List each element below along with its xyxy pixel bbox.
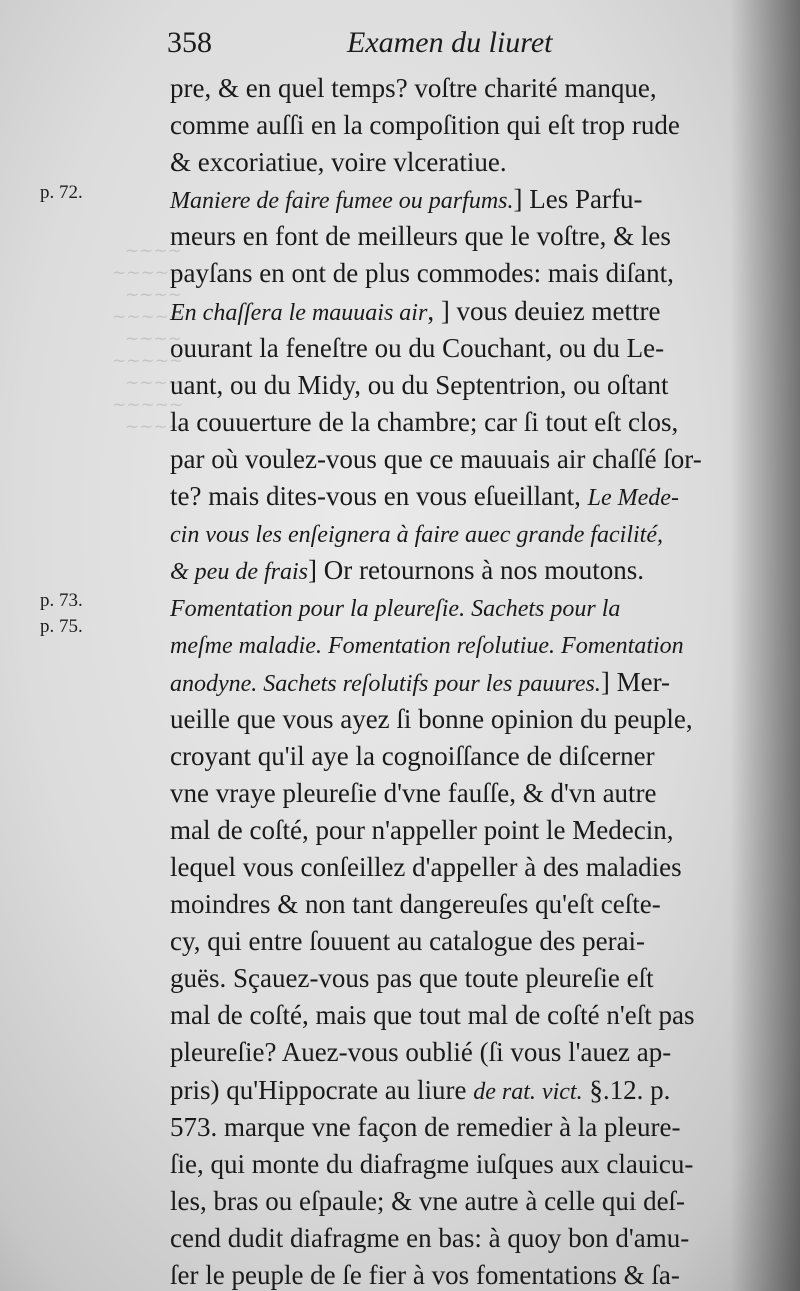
text-line <box>170 515 760 552</box>
text-segment: cy, qui entre ſouuent au catalogue des perai- <box>170 926 646 957</box>
bleed-through-text: ~~~~ ~~~~~ ~~~~ ~~~~~ ~~~~ ~~~~~ ~~~~ ~~~~~ ~~~~ <box>112 241 184 437</box>
text-segment: cend dudit diafragme en bas: à quoy bon d'amu- <box>170 1222 690 1253</box>
italic-text: & peu de frais <box>170 559 308 586</box>
running-header <box>167 26 607 66</box>
text-line <box>170 923 760 960</box>
margin-note: p. 73. <box>40 590 83 611</box>
text-segment: pris) qu'Hippocrate au liure <box>170 1074 474 1105</box>
text-line <box>170 738 760 775</box>
page-number: 358 <box>167 26 212 59</box>
text-segment: ouurant la feneſtre ou du Couchant, ou du Le- <box>170 332 665 363</box>
italic-text: Maniere de faire fumee ou parfums. <box>170 188 514 215</box>
text-segment: 573. marque vne façon de remedier à la pleure- <box>170 1111 681 1142</box>
text-segment: ſer le peuple de ſe fier à vos fomentations & ſa- <box>170 1260 680 1290</box>
text-segment: guës. Sçauez-vous pas que toute pleureſie eſt <box>170 963 654 994</box>
text-line <box>170 552 760 589</box>
text-segment: ] Mer- <box>600 666 671 697</box>
text-line <box>170 367 760 404</box>
text-line <box>170 997 760 1034</box>
text-line <box>170 293 760 330</box>
body-text <box>170 70 760 1291</box>
text-line <box>170 181 760 218</box>
margin-note: p. 75. <box>40 616 83 637</box>
text-line <box>170 886 760 923</box>
italic-text: anodyne. Sachets reſolutifs pour les pauures. <box>170 670 601 697</box>
italic-text: En chaſſera le mauuais air <box>170 299 428 326</box>
text-segment: , ] vous deuiez mettre <box>427 295 661 326</box>
text-line <box>170 1034 760 1071</box>
text-line <box>170 70 760 107</box>
text-segment: §.12. p. <box>582 1074 671 1105</box>
text-segment: mal de coſté, mais que tout mal de coſté n'eſt pas <box>170 1000 695 1031</box>
text-segment: payſans en ont de plus commodes: mais diſant, <box>170 258 674 289</box>
text-segment: ] Les Parfu- <box>513 184 643 215</box>
text-line <box>170 218 760 255</box>
text-line <box>170 701 760 738</box>
text-segment: te? mais dites-vous en vous eſueillant, <box>170 481 588 512</box>
text-segment: la couuerture de la chambre; car ſi tout eſt clos, <box>170 406 679 437</box>
text-line <box>170 478 760 515</box>
text-line <box>170 1257 760 1291</box>
text-segment: comme auſſi en la compoſition qui eſt trop rude <box>170 110 680 141</box>
text-line <box>170 1183 760 1220</box>
text-segment: & excoriatiue, voire vlceratiue. <box>170 147 507 178</box>
text-segment: vne vraye pleureſie d'vne fauſſe, & d'vn autre <box>170 777 657 808</box>
text-segment: moindres & non tant dangereuſes qu'eſt ceſte- <box>170 889 661 920</box>
text-line <box>170 107 760 144</box>
text-segment: uant, ou du Midy, ou du Septentrion, ou oſtant <box>170 369 669 400</box>
text-line <box>170 664 760 701</box>
text-segment: ueille que vous ayez ſi bonne opinion du peuple, <box>170 703 693 734</box>
text-segment: pre, & en quel temps? voſtre charité manque, <box>170 73 657 103</box>
text-line <box>170 1072 760 1109</box>
text-line <box>170 404 760 441</box>
text-segment: ſie, qui monte du diafragme iuſques aux clauicu- <box>170 1148 694 1179</box>
text-line <box>170 1109 760 1146</box>
italic-text: Fomentation pour la pleureſie. Sachets pour la <box>170 596 621 623</box>
text-segment: croyant qu'il aye la cognoiſſance de diſcerner <box>170 740 655 771</box>
text-segment: meurs en font de meilleurs que le voſtre, & les <box>170 221 671 252</box>
text-line <box>170 1220 760 1257</box>
text-line <box>170 812 760 849</box>
margin-note: p. 72. <box>40 182 83 203</box>
text-line <box>170 255 760 292</box>
text-line <box>170 441 760 478</box>
text-line <box>170 626 760 663</box>
text-line <box>170 144 760 181</box>
text-line <box>170 960 760 997</box>
italic-text: Le Mede- <box>587 485 679 512</box>
text-segment: mal de coſté, pour n'appeller point le Medecin, <box>170 814 674 845</box>
text-segment: par où voulez-vous que ce mauuais air chaſſé ſor- <box>170 443 702 474</box>
running-title: Examen du liuret <box>347 26 553 59</box>
text-segment: les, bras ou eſpaule; & vne autre à celle qui deſ- <box>170 1185 686 1216</box>
text-line <box>170 330 760 367</box>
text-line <box>170 1146 760 1183</box>
italic-text: de rat. vict. <box>473 1078 583 1105</box>
italic-text: meſme maladie. Fomentation reſolutiue. Fomentation <box>170 633 684 660</box>
text-line <box>170 849 760 886</box>
text-line <box>170 589 760 626</box>
text-segment: ] Or retournons à nos moutons. <box>308 555 644 586</box>
text-segment: pleureſie? Auez-vous oublié (ſi vous l'auez ap- <box>170 1037 672 1068</box>
text-line <box>170 775 760 812</box>
text-segment: lequel vous conſeillez d'appeller à des maladies <box>170 851 682 882</box>
italic-text: cin vous les enſeignera à faire auec grande facilité, <box>170 522 663 549</box>
